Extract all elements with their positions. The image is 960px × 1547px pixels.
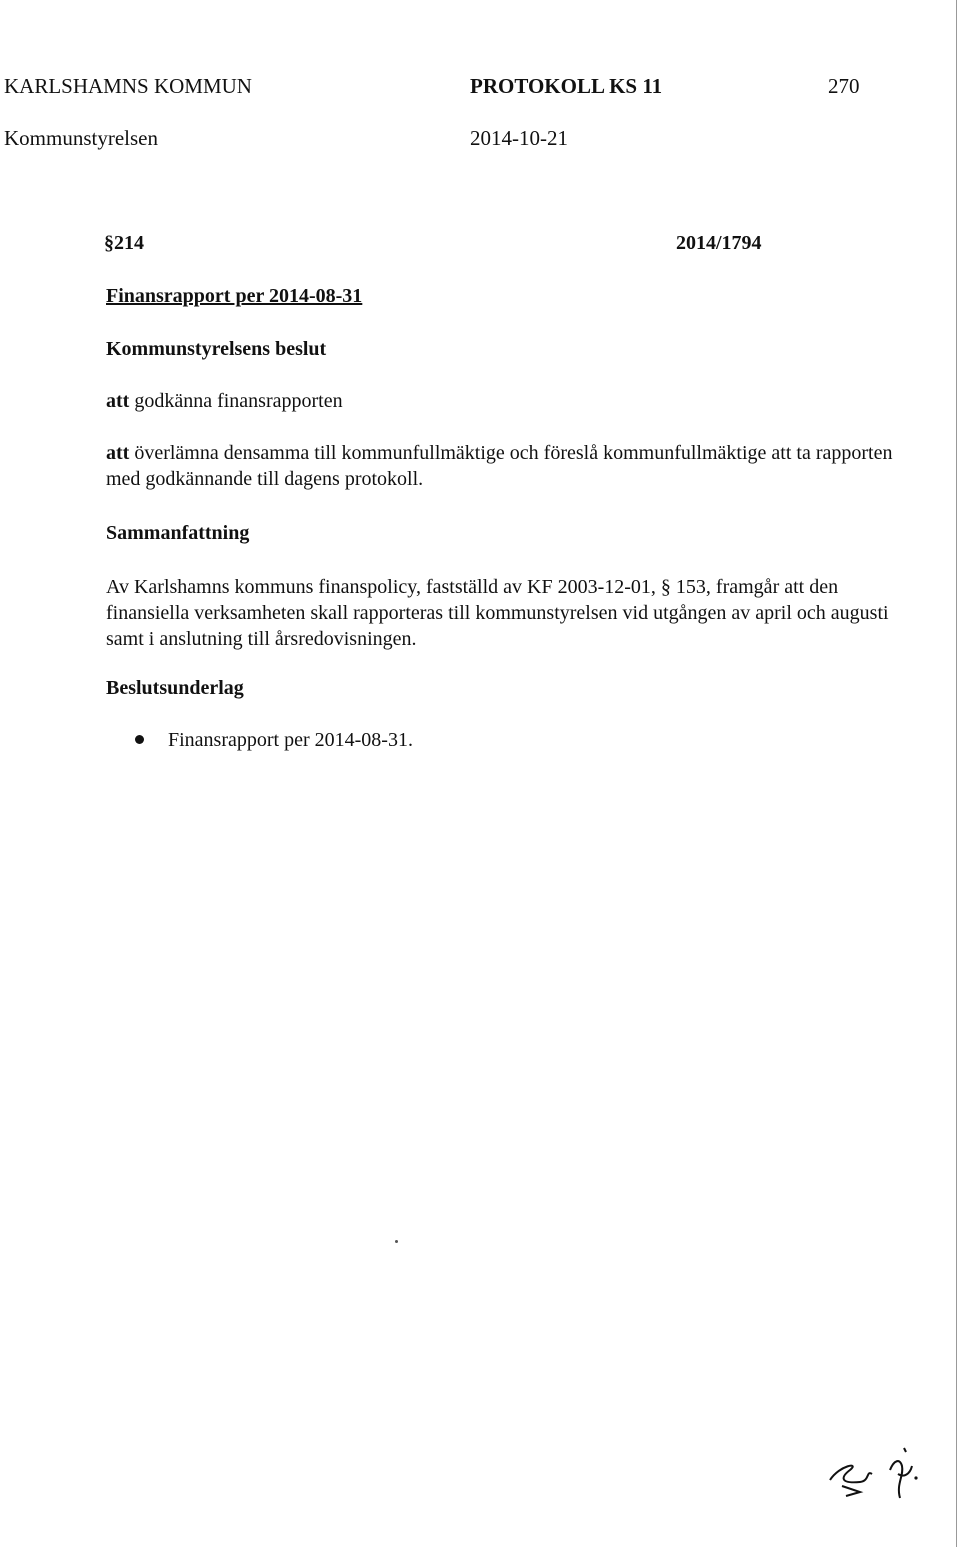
header-organization: KARLSHAMNS KOMMUN — [4, 74, 252, 98]
bullet-icon — [135, 735, 144, 744]
header-body: Kommunstyrelsen — [4, 126, 158, 150]
section-number-value: 214 — [114, 232, 144, 254]
scan-edge-line — [956, 0, 957, 1547]
header-date: 2014-10-21 — [470, 126, 568, 150]
scan-speck — [395, 1240, 398, 1243]
summary-heading: Sammanfattning — [106, 522, 250, 544]
decision-item-text: överlämna densamma till kommunfullmäktige och föreslå kommunfullmäktige att ta rapporten med godkännande till dagens protokoll. — [106, 442, 893, 490]
decision-item — [106, 390, 343, 413]
decision-item — [106, 440, 896, 492]
section-number — [104, 232, 144, 255]
case-number: 2014/1794 — [676, 232, 762, 254]
summary-text: Av Karlshamns kommuns finanspolicy, fastställd av KF 2003-12-01, § 153, framgår att den finansiella verksamheten skall rapporteras till kommunstyrelsen vid utgången av april och augusti samt i anslutning till årsredovisningen. — [106, 576, 889, 650]
header-protocol: PROTOKOLL KS 11 — [470, 74, 663, 98]
att-label: att — [106, 390, 130, 412]
basis-heading: Beslutsunderlag — [106, 677, 244, 699]
att-label: att — [106, 442, 130, 464]
basis-item: Finansrapport per 2014-08-31. — [168, 729, 413, 751]
header-page-number: 270 — [828, 74, 860, 98]
paragraph-symbol: § — [104, 232, 114, 254]
decision-item-text: godkänna finansrapporten — [134, 390, 343, 412]
decision-heading: Kommunstyrelsens beslut — [106, 338, 327, 360]
section-title: Finansrapport per 2014-08-31 — [106, 285, 363, 307]
signature-initials-icon — [820, 1440, 930, 1510]
